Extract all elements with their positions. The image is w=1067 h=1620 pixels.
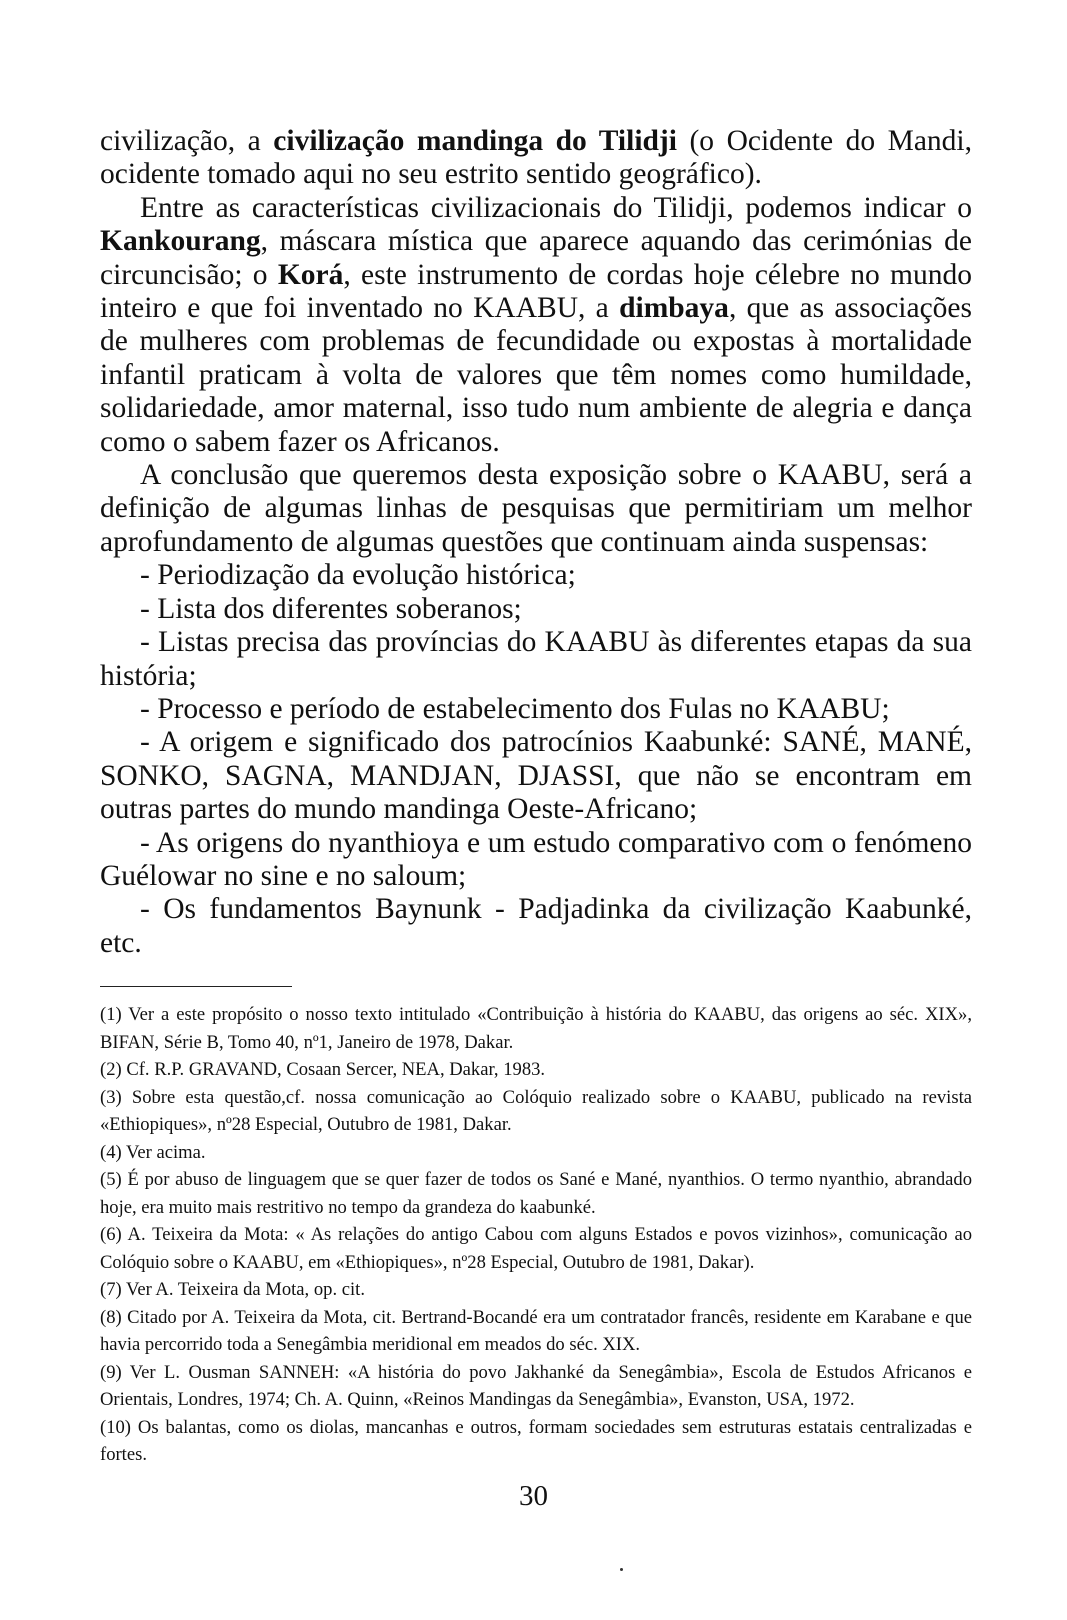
paragraph-2: Entre as características civilizacionais do Tilidji, podemos indicar o Kankourang, máscara mística que aparece aquando das cerimónias de circuncisão; o Korá, este instrumento de cordas hoje célebre no mundo inteiro e que foi inventado no KAABU, a dimbaya, que as associações de mulheres com problemas de fecundidade ou expostas à mortalidade infantil praticam à volta de valores que têm nomes como humildade, solidariedade, amor maternal, isso tudo num ambiente de alegria e dança como o sabem fazer os Africanos. — [100, 191, 972, 458]
bold-term: Korá — [277, 258, 344, 291]
footnote-separator — [100, 986, 292, 987]
footnote: (3) Sobre esta questão,cf. nossa comunicação ao Colóquio realizado sobre o KAABU, publicado na revista «Ethiopiques», nº28 Especial, Outubro de 1981, Dakar. — [100, 1086, 972, 1136]
scan-speck — [620, 1568, 623, 1571]
footnote: (6) A. Teixeira da Mota: « As relações do antigo Cabou com alguns Estados e povos vizinhos», comunicação ao Colóquio sobre o KAABU, em «Ethiopiques», nº28 Especial, Outubro de 1981, Dakar). — [100, 1224, 972, 1273]
footnote: (4) Ver acima. — [100, 1141, 206, 1163]
footnote: (9) Ver L. Ousman SANNEH: «A história do povo Jakhanké da Senegâmbia», Escola de Estudos Africanos e Orientais, Londres, 1974; Ch. A. Quinn, «Reinos Mandingas da Senegâmbia», Evanston, USA, 1972. — [100, 1361, 972, 1411]
list-item: - As origens do nyanthioya e um estudo comparativo com o fenómeno Guélowar no sine e no saloum; — [100, 826, 972, 892]
list-item: - Listas precisa das províncias do KAABU às diferentes etapas da sua história; — [100, 626, 972, 692]
footnote: (10) Os balantas, como os diolas, mancanhas e outros, formam sociedades sem estruturas estatais centralizadas e fortes. — [100, 1416, 972, 1466]
bold-term: Kankourang — [100, 225, 261, 258]
page-content — [100, 125, 972, 1469]
list-item: - A origem e significado dos patrocínios Kaabunké: SANÉ, MANÉ, SONKO, SAGNA, MANDJAN, DJASSI, que não se encontram em outras partes do mundo mandinga Oeste-Africano; — [100, 726, 972, 826]
footnote: (2) Cf. R.P. GRAVAND, Cosaan Sercer, NEA, Dakar, 1983. — [100, 1059, 546, 1081]
bold-term: dimbaya — [619, 292, 729, 325]
list-item: - Periodização da evolução histórica; — [140, 559, 576, 592]
list-item: - Os fundamentos Baynunk - Padjadinka da civilização Kaabunké, etc. — [100, 893, 972, 959]
footnote: (7) Ver A. Teixeira da Mota, op. cit. — [100, 1279, 365, 1301]
footnotes — [100, 1001, 972, 1469]
paragraph-1: civilização, a civilização mandinga do Tilidji (o Ocidente do Mandi, ocidente tomado aqui no seu estrito sentido geográfico). — [100, 125, 972, 191]
list-item: - Processo e período de estabelecimento dos Fulas no KAABU; — [140, 692, 890, 725]
page-number: 30 — [519, 1480, 548, 1512]
footnote: (5) É por abuso de linguagem que se quer fazer de todos os Sané e Mané, nyanthios. O termo nyanthio, abrandado hoje, era muito mais restritivo no tempo da grandeza do kaabunké. — [100, 1169, 972, 1218]
body-text — [100, 125, 972, 960]
footnote: (8) Citado por A. Teixeira da Mota, cit. Bertrand-Bocandé era um contratador francês, residente em Karabane e que havia percorrido toda a Senegâmbia meridional em meados do séc. XIX. — [100, 1306, 972, 1356]
footnote: (1) Ver a este propósito o nosso texto intitulado «Contribuição à história do KAABU, das origens ao séc. XIX», BIFAN, Série B, Tomo 40, nº1, Janeiro de 1978, Dakar. — [100, 1004, 972, 1053]
list-item: - Lista dos diferentes soberanos; — [140, 592, 522, 625]
paragraph-3: A conclusão que queremos desta exposição sobre o KAABU, será a definição de algumas linhas de pesquisas que permitiriam um melhor aprofundamento de algumas questões que continuam ainda suspensas: — [100, 459, 972, 558]
bold-term: civilização mandinga do Tilidji — [273, 125, 677, 157]
